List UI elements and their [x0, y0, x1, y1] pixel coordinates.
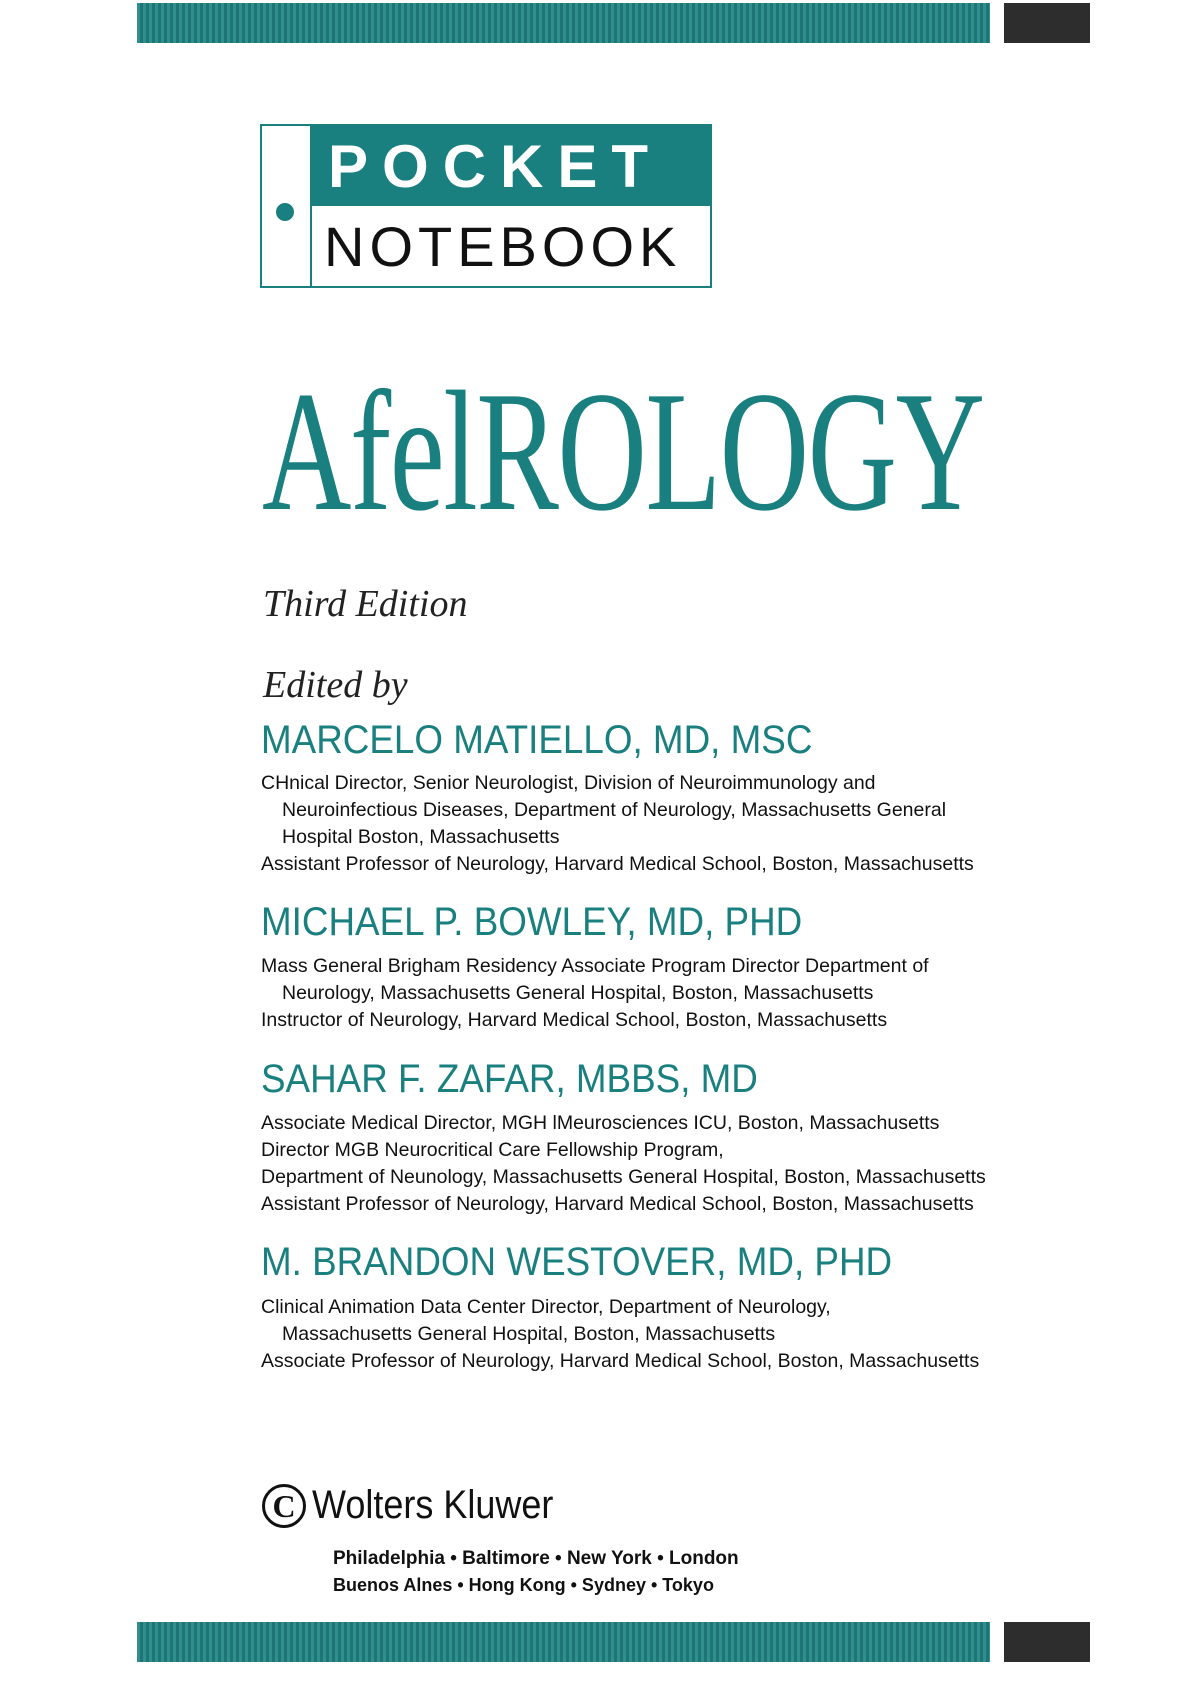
affiliation-line: Mass General Brigham Residency Associate Program Director Department of — [261, 955, 929, 977]
edited-by-label: Edited by — [263, 664, 408, 706]
editor-name-3: SAHAR F. ZAFAR, MBBS, MD — [261, 1057, 758, 1101]
affiliation-line: CHnical Director, Senior Neurologist, Division of Neuroimmunology and — [261, 772, 876, 794]
affiliation-line: Neurology, Massachusetts General Hospital, Boston, Massachusetts — [282, 982, 874, 1004]
editor-affiliation-2 — [261, 953, 929, 1034]
affiliation-line: Neuroinfectious Diseases, Department of Neurology, Massachusetts General — [282, 799, 947, 821]
publisher-cities-line-1: Philadelphia • Baltimore • New York • London — [333, 1548, 739, 1569]
affiliation-line: Associate Medical Director, MGH lMeurosciences ICU, Boston, Massachusetts — [261, 1112, 940, 1134]
affiliation-line: Clinical Animation Data Center Director, Department of Neurology, — [261, 1296, 831, 1318]
affiliation-line: Director MGB Neurocritical Care Fellowship Program, — [261, 1139, 724, 1161]
book-title: AfelROLOGY — [262, 357, 984, 547]
logo-divider-line — [310, 126, 312, 286]
pocket-notebook-logo — [260, 124, 712, 288]
edition-label: Third Edition — [263, 583, 468, 625]
bottom-decorative-bar — [137, 1622, 990, 1662]
logo-dot-icon — [276, 203, 294, 221]
publisher-mark-icon: C — [262, 1484, 306, 1528]
logo-pocket-text: POCKET — [328, 133, 663, 200]
editor-affiliation-3 — [261, 1110, 986, 1218]
editor-affiliation-4 — [261, 1294, 979, 1375]
affiliation-line: Associate Professor of Neurology, Harvard Medical School, Boston, Massachusetts — [261, 1350, 980, 1372]
editor-name-1: MARCELO MATIELLO, MD, MSC — [261, 718, 813, 762]
editor-name-2: MICHAEL P. BOWLEY, MD, PHD — [261, 900, 803, 944]
bottom-dark-block — [1004, 1622, 1090, 1662]
logo-notebook-text: NOTEBOOK — [324, 215, 682, 278]
publisher-logo — [262, 1483, 582, 1533]
affiliation-line: Instructor of Neurology, Harvard Medical School, Boston, Massachusetts — [261, 1009, 888, 1031]
top-decorative-bar — [137, 3, 990, 43]
affiliation-line: Assistant Professor of Neurology, Harvard Medical School, Boston, Massachusetts — [261, 853, 974, 875]
publisher-cities-line-2: Buenos Alnes • Hong Kong • Sydney • Tokyo — [333, 1575, 714, 1595]
top-dark-block — [1004, 3, 1090, 43]
affiliation-line: Assistant Professor of Neurology, Harvard Medical School, Boston, Massachusetts — [261, 1193, 974, 1215]
affiliation-line: Department of Neunology, Massachusetts General Hospital, Boston, Massachusetts — [261, 1166, 986, 1188]
affiliation-line: Hospital Boston, Massachusetts — [282, 826, 560, 848]
publisher-name: Wolters Kluwer — [312, 1483, 554, 1527]
editor-affiliation-1 — [261, 770, 974, 878]
editor-name-4: M. BRANDON WESTOVER, MD, PHD — [261, 1240, 893, 1284]
affiliation-line: Massachusetts General Hospital, Boston, Massachusetts — [282, 1323, 776, 1345]
